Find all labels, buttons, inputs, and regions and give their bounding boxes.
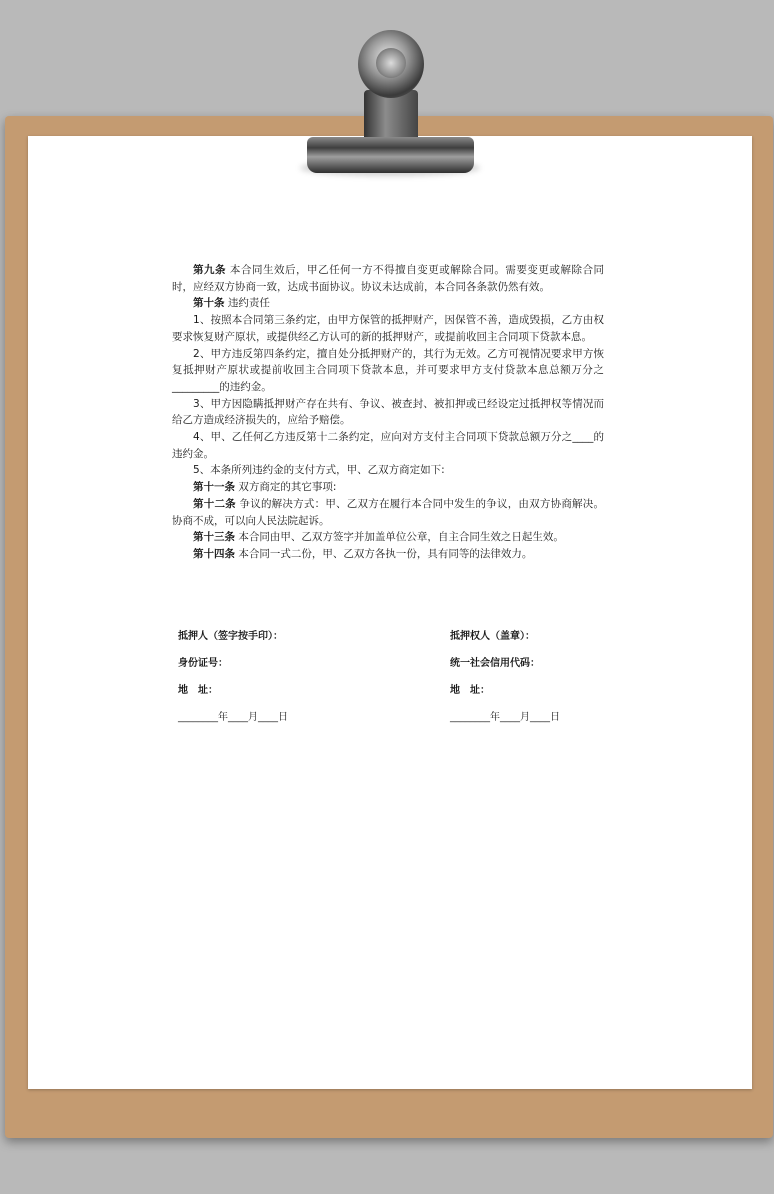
clause-9: [172, 262, 604, 295]
mortgagee-label: 抵押权人（盖章）：: [450, 631, 535, 642]
clause-14-text: 本合同一式二份，甲、乙双方各执一份，具有同等的法律效力。: [238, 547, 533, 560]
clause-10-item-1: 1、按照本合同第三条约定，由甲方保管的抵押财产，因保管不善，造成毁损，乙方由权要求恢复财产原状，或提供经乙方认可的新的抵押财产，或提前收回主合同项下贷款本息。: [172, 314, 604, 343]
clause-10-title: 第十条: [193, 297, 225, 310]
clause-10-item-2: 2、甲方违反第四条约定，擅自处分抵押财产的，其行为无效。乙方可视情况要求甲方恢复抵押财产原状或提前收回主合同项下贷款本息，并可要求甲方支付贷款本息总额万分之_________的违约金。: [172, 347, 604, 393]
mortgagor-label: 抵押人（签字按手印）：: [178, 631, 283, 642]
mortgagee-address-label: 地 址：: [450, 685, 490, 696]
clause-12: [172, 496, 604, 529]
clause-13-text: 本合同由甲、乙双方签字并加盖单位公章，自主合同生效之日起生效。: [238, 531, 564, 544]
clip-ring-hole: [376, 48, 406, 78]
clause-10-item-4: 4、甲、乙任何乙方违反第十二条约定，应向对方支付主合同项下贷款总额万分之____的违约金。: [172, 431, 604, 460]
clause-11: [172, 479, 604, 496]
mortgagor-date-line: ________年____月____日: [178, 712, 288, 723]
clause-12-title: 第十二条: [193, 497, 236, 510]
contract-body: [172, 262, 604, 563]
clause-13-title: 第十三条: [193, 531, 235, 544]
clause-11-text: 双方商定的其它事项:: [238, 481, 337, 494]
clause-9-title: 第九条: [193, 264, 227, 276]
clause-11-title: 第十一条: [193, 481, 235, 494]
clause-10-item-3: 3、甲方因隐瞒抵押财产存在共有、争议、被查封、被扣押或已经设定过抵押权等情况而给乙方造成经济损失的，应给予赔偿。: [172, 397, 604, 427]
binder-clip-icon: [307, 137, 474, 173]
mortgagor-address-label: 地 址：: [178, 685, 218, 696]
mortgagor-id-label: 身份证号：: [178, 658, 228, 669]
clause-14: [172, 546, 604, 563]
clause-9-text: 本合同生效后，甲乙任何一方不得擅自变更或解除合同。需要变更或解除合同时，应经双方协商一致，达成书面协议。协议未达成前，本合同各条款仍然有效。: [172, 264, 605, 293]
mortgagee-credit-code-label: 统一社会信用代码：: [450, 658, 540, 669]
mortgagee-date-line: ________年____月____日: [450, 712, 560, 723]
clause-14-title: 第十四条: [193, 547, 235, 560]
clause-10: [172, 295, 604, 312]
clause-13: [172, 529, 604, 546]
clause-10-item-5: 5、本条所列违约金的支付方式，甲、乙双方商定如下:: [193, 464, 445, 477]
clause-12-text: 争议的解决方式：甲、乙双方在履行本合同中发生的争议，由双方协商解决。协商不成，可以向人民法院起诉。: [172, 497, 605, 527]
clause-10-text: 违约责任: [227, 297, 270, 310]
